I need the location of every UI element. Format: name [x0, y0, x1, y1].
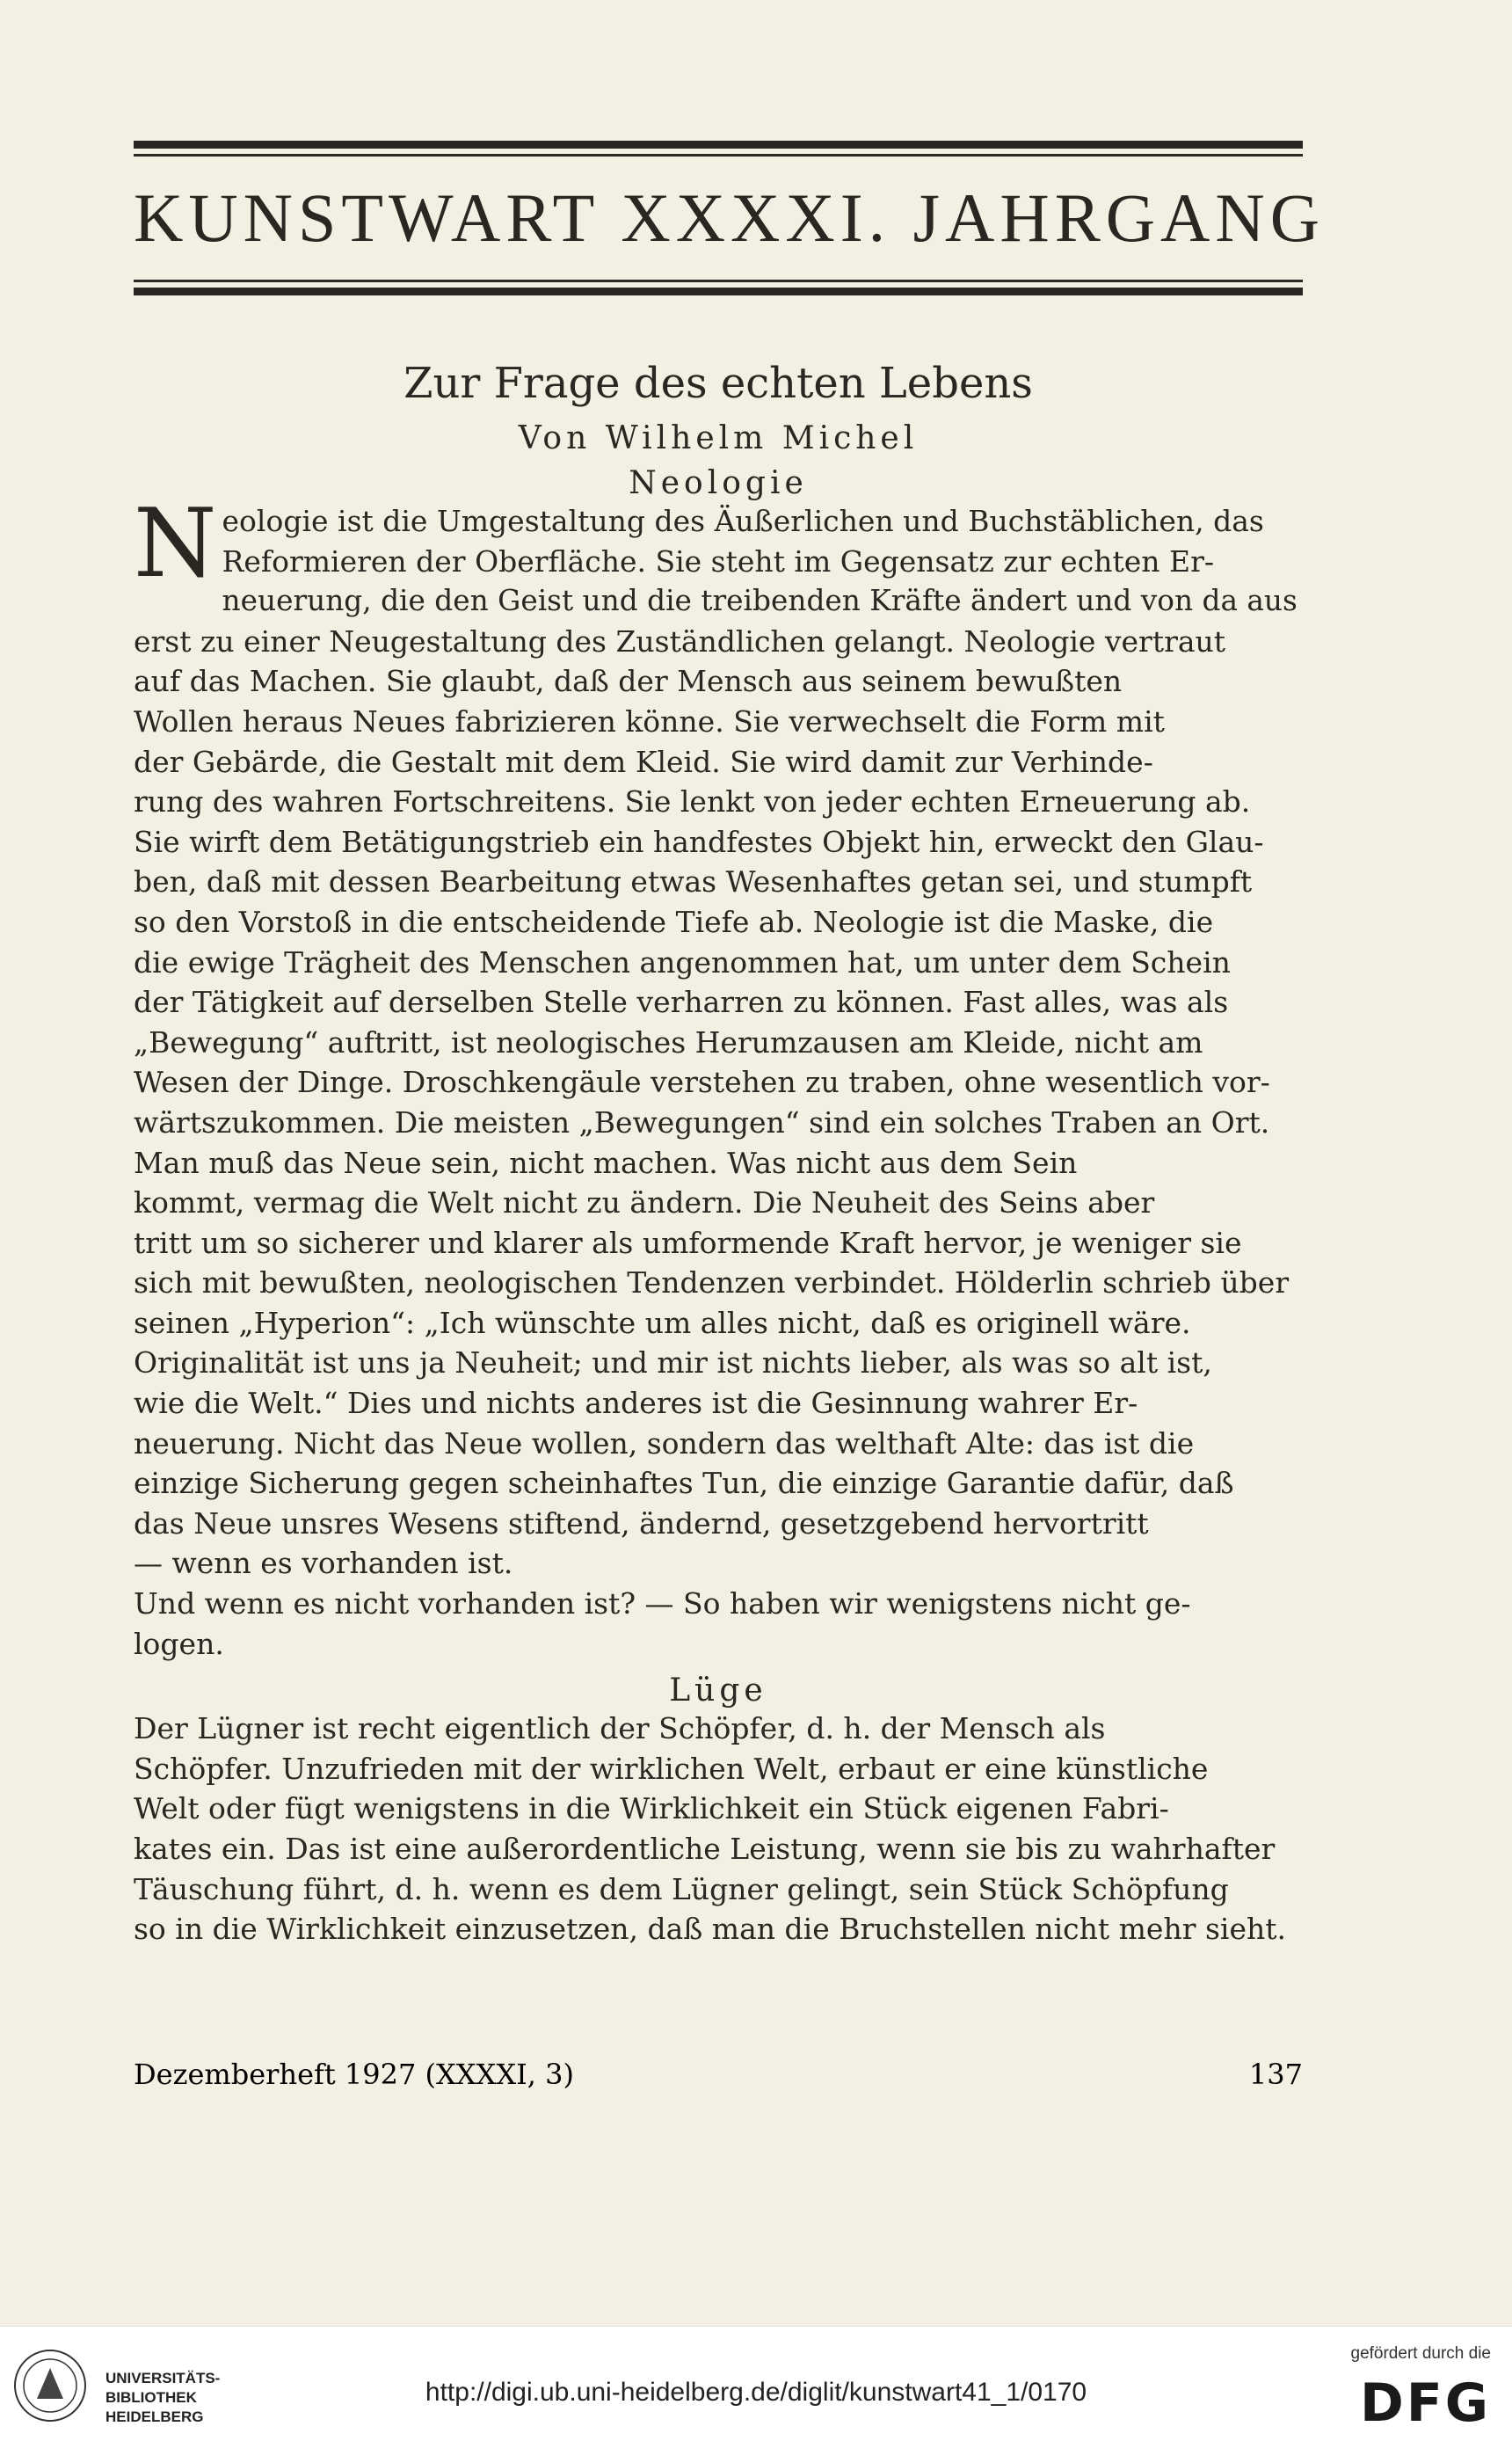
text-line: der Gebärde, die Gestalt mit dem Kleid. Sie wird damit zur Verhinde-: [134, 744, 1153, 779]
text-line: Täuschung führt, d. h. wenn es dem Lügner gelingt, sein Stück Schöpfung: [134, 1871, 1229, 1906]
text-line: seinen „Hyperion“: „Ich wünschte um alles nicht, daß es originell wäre.: [134, 1305, 1191, 1340]
text-line: — wenn es vorhanden ist.: [134, 1546, 513, 1581]
text-line: Sie wirft dem Betätigungstrieb ein handfestes Objekt hin, erweckt den Glau-: [134, 824, 1264, 859]
library-name-line: UNIVERSITÄTS-: [105, 2370, 221, 2386]
text-line: Welt oder fügt wenigstens in die Wirklichkeit ein Stück eigenen Fabri-: [134, 1791, 1169, 1826]
text-line: tritt um so sicherer und klarer als umformende Kraft hervor, je weniger sie: [134, 1225, 1242, 1260]
dfg-logo: DFG: [1359, 2372, 1491, 2434]
text-line: Wollen heraus Neues fabrizieren könne. Sie verwechselt die Form mit: [134, 703, 1165, 739]
section-body-neologie: [134, 489, 1303, 1664]
text-line: Man muß das Neue sein, nicht machen. Was nicht aus dem Sein: [134, 1145, 1078, 1180]
text-line: so in die Wirklichkeit einzusetzen, daß man die Bruchstellen nicht mehr sieht.: [134, 1912, 1286, 1947]
page-content: [134, 141, 1326, 1949]
viewer-footer-bar: [0, 2326, 1512, 2441]
text-line: Und wenn es nicht vorhanden ist? — So haben wir wenigstens nicht ge-: [134, 1586, 1191, 1621]
text-line: neuerung. Nicht das Neue wollen, sondern das welthaft Alte: das ist die: [134, 1425, 1195, 1461]
text-line: auf das Machen. Sie glaubt, daß der Mensch aus seinem bewußten: [134, 664, 1123, 699]
permalink-url[interactable]: http://digi.ub.uni-heidelberg.de/diglit/kunstwart41_1/0170: [425, 2378, 1087, 2407]
funding-label: gefördert durch die: [1350, 2344, 1491, 2363]
text-line: Originalität ist uns ja Neuheit; und mir ist nichts lieber, als was so alt ist,: [134, 1345, 1212, 1381]
text-line: der Tätigkeit auf derselben Stelle verharren zu können. Fast alles, was als: [134, 985, 1229, 1020]
byline: Von Wilhelm Michel: [518, 420, 919, 456]
text-line: einzige Sicherung gegen scheinhaftes Tun, die einzige Garantie dafür, daß: [134, 1466, 1234, 1501]
masthead-rule-thin: [134, 280, 1303, 282]
library-name-line: BIBLIOTHEK: [105, 2389, 197, 2406]
text-line: kates ein. Das ist eine außerordentliche Leistung, wenn sie bis zu wahrhafter: [134, 1832, 1276, 1866]
section-heading-luege: Lüge: [669, 1672, 767, 1709]
text-line: Der Lügner ist recht eigentlich der Schöpfer, d. h. der Mensch als: [134, 1711, 1106, 1746]
text-line: wie die Welt.“ Dies und nichts anderes ist die Gesinnung wahrer Er-: [134, 1386, 1138, 1421]
dropcap: N: [134, 489, 217, 599]
masthead: KUNSTWART XXXXI. JAHRGANG: [134, 179, 1326, 256]
text-line: wärtszukommen. Die meisten „Bewegungen“ sind ein solches Traben an Ort.: [134, 1104, 1270, 1140]
issue-label: Dezemberheft 1927 (XXXXI, 3): [134, 2058, 574, 2091]
text-line: neuerung, die den Geist und die treibenden Kräfte ändert und von da aus: [222, 584, 1298, 618]
text-line: logen.: [134, 1626, 224, 1661]
text-line: Wesen der Dinge. Droschkengäule verstehen zu traben, ohne wesentlich vor-: [134, 1065, 1270, 1100]
text-line: Schöpfer. Unzufrieden mit der wirklichen Welt, erbaut er eine künstliche: [134, 1751, 1209, 1786]
body-lines: [134, 1709, 1303, 1949]
page-number: 137: [1248, 2058, 1303, 2091]
text-line: Reformieren der Oberfläche. Sie steht im Gegensatz zur echten Er-: [222, 543, 1214, 579]
page-footer: [134, 2058, 1303, 2091]
section-heading-neologie: Neologie: [629, 465, 808, 501]
text-line: rung des wahren Fortschreitens. Sie lenkt von jeder echten Erneuerung ab.: [134, 784, 1251, 820]
text-line: ben, daß mit dessen Bearbeitung etwas Wesenhaftes getan sei, und stumpft: [134, 864, 1253, 900]
text-line: kommt, vermag die Welt nicht zu ändern. Die Neuheit des Seins aber: [134, 1185, 1155, 1220]
text-line: sich mit bewußten, neologischen Tendenzen verbindet. Hölderlin schrieb über: [134, 1265, 1290, 1301]
section-body-luege: [134, 1709, 1303, 1949]
text-line: das Neue unsres Wesens stiftend, ändernd, gesetzgebend hervortritt: [134, 1505, 1149, 1541]
text-line: die ewige Trägheit des Menschen angenommen hat, um unter dem Schein: [134, 944, 1231, 980]
top-rule-thick: [134, 141, 1303, 149]
text-line: „Bewegung“ auftritt, ist neologisches Herumzausen am Kleide, nicht am: [134, 1024, 1203, 1060]
text-line: eologie ist die Umgestaltung des Äußerlichen und Buchstäblichen, das: [222, 504, 1264, 538]
text-line: so den Vorstoß in die entscheidende Tiefe ab. Neologie ist die Maske, die: [134, 904, 1214, 939]
masthead-rule-thick: [134, 288, 1303, 295]
body-lines: [134, 489, 1303, 1664]
library-name-line: HEIDELBERG: [105, 2408, 204, 2425]
article-title: Zur Frage des echten Lebens: [403, 359, 1033, 408]
text-line: erst zu einer Neugestaltung des Zuständlichen gelangt. Neologie vertraut: [134, 623, 1226, 659]
